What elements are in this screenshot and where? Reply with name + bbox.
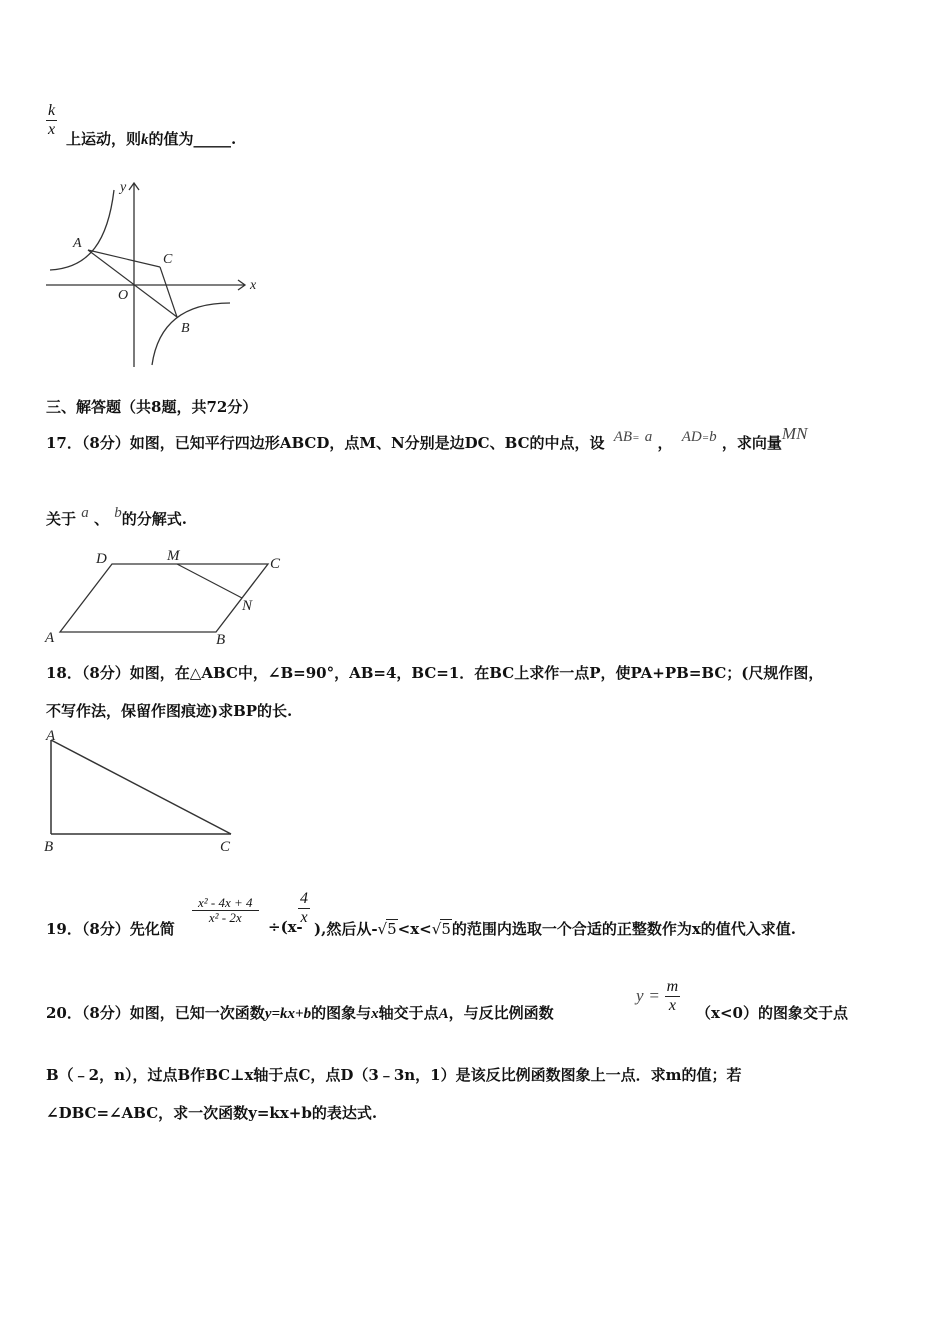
q20-line1 xyxy=(46,1002,554,1023)
q20-p2: 的图象与 xyxy=(311,1004,372,1022)
q19-numerator: x² - 4x + 4 xyxy=(192,896,259,911)
top-tail: 的值为_____. xyxy=(148,130,237,148)
label-a: A xyxy=(73,236,82,251)
q17-mn: MN xyxy=(781,424,808,443)
q20-x1: x xyxy=(371,1006,379,1022)
figure-parallelogram xyxy=(40,544,290,649)
top-fraction xyxy=(46,102,57,138)
q17-eq1: = xyxy=(632,432,640,444)
label-b: B xyxy=(181,321,190,336)
label-a3: A xyxy=(46,728,56,744)
q20-p3: 轴交于点 xyxy=(378,1004,439,1022)
q19-tail: 的范围内选取一个合适的正整数作为x的值代入求值. xyxy=(451,920,797,938)
label-o: O xyxy=(118,288,129,303)
parallelogram-abcd xyxy=(60,564,268,632)
q19-sqrt1: 5 xyxy=(387,920,397,938)
q19-sqrt2: 5 xyxy=(441,920,451,938)
label-b3: B xyxy=(44,839,54,855)
q20-cond: （x<0）的图象交于点 xyxy=(696,1004,848,1022)
top-text: 上运动，则 xyxy=(66,130,142,148)
top-line xyxy=(66,128,236,149)
q19-div: ÷(x- xyxy=(268,918,303,936)
q17-l2-pre: 关于 xyxy=(46,510,77,528)
q17-tail: ，求向量 xyxy=(721,434,782,452)
q17-eq2: = xyxy=(701,432,710,444)
q19-frac2-num: 4 xyxy=(300,890,308,907)
q20-y: y xyxy=(636,986,644,1006)
q17-b: b xyxy=(709,429,717,445)
q20-line2: B（﹣2，n），过点B作BC⊥x轴于点C，点D（3﹣3n，1）是该反比例函数图象上一点．求m的值；若 xyxy=(46,1066,742,1084)
q19-fraction2 xyxy=(298,890,310,926)
label-c2: C xyxy=(270,556,281,572)
label-m: M xyxy=(167,548,180,564)
label-a2: A xyxy=(45,630,55,646)
segment-cb xyxy=(160,267,177,317)
q17-line2 xyxy=(46,505,187,529)
q17-text: 17．（8分）如图，已知平行四边形ABCD，点M、N分别是边DC、BC的中点，设 xyxy=(46,434,605,452)
q19-denominator: x² - 2x xyxy=(208,910,242,926)
q20-p1: 20．（8分）如图，已知一次函数 xyxy=(46,1004,265,1022)
top-var: k xyxy=(141,132,149,148)
q19-lt: <x< xyxy=(397,920,432,938)
label-b2: B xyxy=(216,632,226,648)
figure-hyperbola xyxy=(40,175,270,375)
q19-prefix: 19．（8分）先化简 xyxy=(46,920,175,938)
segment-mn xyxy=(177,564,242,598)
q18-line1: 18．（8分）如图，在△ABC中，∠B=90°，AB=4，BC=1．在BC上求作一点P，使PA+PB=BC；(尺规作图， xyxy=(46,664,824,682)
q17-sep: ， xyxy=(657,434,673,452)
frac-numerator: k xyxy=(48,102,56,119)
label-x: x xyxy=(250,278,257,293)
q19-frac2-den: x xyxy=(300,908,308,926)
q20-m: m xyxy=(666,978,679,995)
q20-xden: x xyxy=(668,996,676,1014)
hyperbola-branch-right xyxy=(152,303,230,365)
label-c: C xyxy=(163,252,173,267)
q19-fraction xyxy=(192,896,259,926)
q17-line1 xyxy=(46,424,808,453)
q17-ad: AD xyxy=(681,429,702,445)
frac-denominator: x xyxy=(48,120,56,138)
q17-a: a xyxy=(644,429,653,445)
q18-line2: 不写作法，保留作图痕迹)求BP的长. xyxy=(46,702,293,720)
label-d: D xyxy=(96,551,107,567)
section-heading: 三、解答题（共8题，共72分） xyxy=(46,398,258,416)
q20-function xyxy=(636,978,680,1014)
q19-rest: ),然后从-√5<x<√5的范围内选取一个合适的正整数作为x的值代入求值. xyxy=(314,920,797,938)
q17-l2-tail: 的分解式. xyxy=(121,510,187,528)
q17-l2-mid: 、 xyxy=(93,510,109,528)
q20-A: A xyxy=(438,1006,449,1022)
side-ac xyxy=(51,740,231,834)
figure-triangle xyxy=(40,726,250,856)
label-y: y xyxy=(120,180,127,195)
q20-f1: y=kx+b xyxy=(264,1006,312,1022)
label-n: N xyxy=(242,598,253,614)
q17-l2-b: b xyxy=(114,505,122,521)
hyperbola-branch-left xyxy=(50,190,114,270)
q20-p4: ，与反比例函数 xyxy=(448,1004,554,1022)
q20-eq: = xyxy=(648,986,660,1006)
q19-mid: ),然后从- xyxy=(314,920,378,938)
label-c3: C xyxy=(220,839,231,855)
q17-ab: AB xyxy=(613,429,633,445)
q20-line3: ∠DBC=∠ABC，求一次函数y=kx+b的表达式. xyxy=(46,1104,378,1122)
q17-l2-a: a xyxy=(81,505,89,521)
